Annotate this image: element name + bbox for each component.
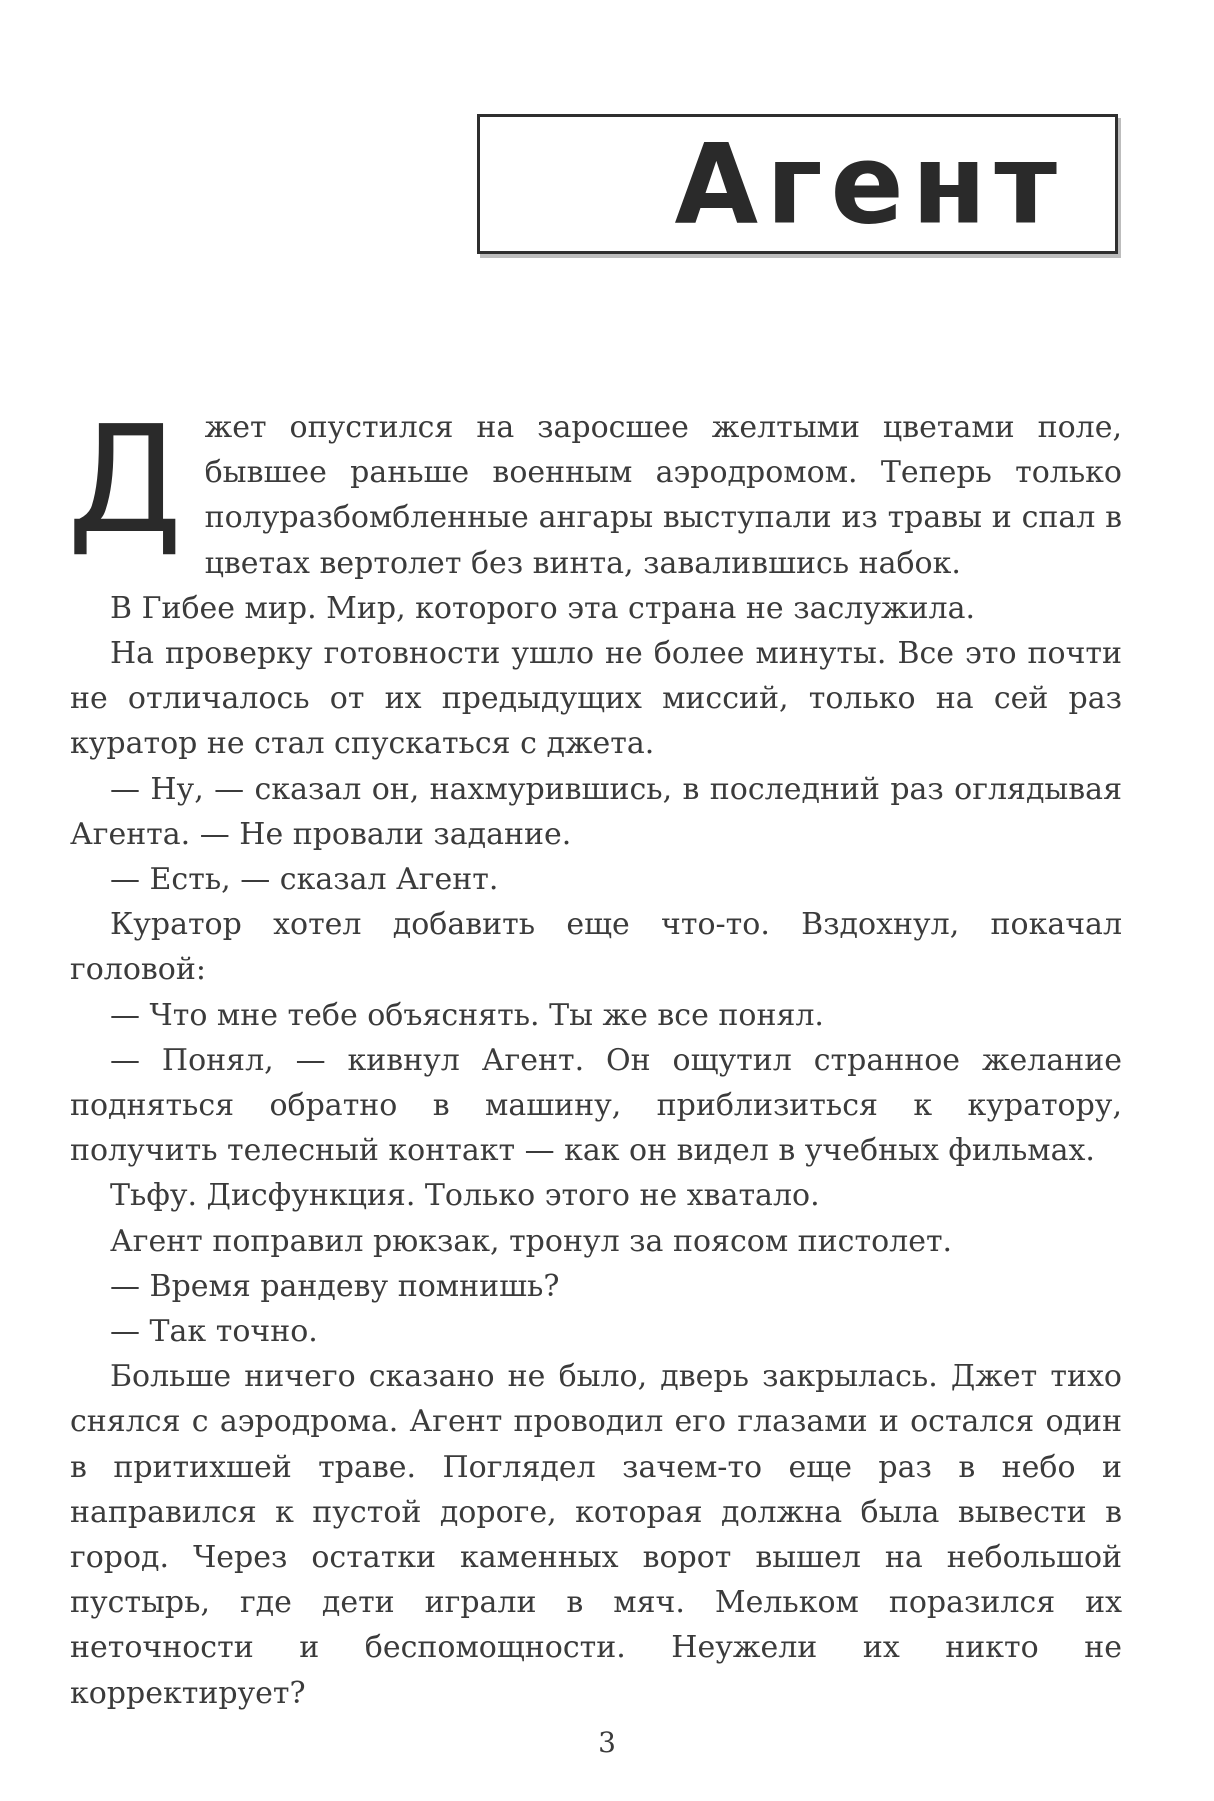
dialogue-line: — Так точно. [110,1314,318,1350]
paragraph: Тьфу. Дисфункция. Только этого не хватало. [110,1178,820,1214]
dialogue-line: — Что мне тебе объяснять. Ты же все понял. [110,997,824,1033]
dialogue-line: — Ну, — сказал он, нахмурившись, в последний раз оглядывая Агента. — Не провали задание. [70,771,1122,852]
dialogue-line: — Есть, — сказал Агент. [110,862,499,898]
page-number: 3 [598,1726,616,1759]
paragraph: Агент поправил рюкзак, тронул за поясом пистолет. [110,1223,953,1259]
drop-cap: Д [67,394,183,566]
chapter-body [67,394,1122,1716]
paragraph-1-text: жет опустился на заросшее желтыми цветами поле, бывшее раньше военным аэродромом. Теперь только полуразбомбленные ангары выступали из травы и спал в цветах вертолет без винта, завалившись набок. [204,410,1122,581]
chapter-title-frame [477,114,1118,254]
paragraph: На проверку готовности ушло не более минуты. Все это почти не отличалось от их предыдущих миссий, только на сей раз куратор не стал спускаться с джета. [70,636,1122,762]
paragraph: В Гибее мир. Мир, которого эта страна не заслужила. [110,590,976,626]
dialogue-line: — Время рандеву помнишь? [110,1268,560,1304]
paragraph-1 [67,394,1122,586]
dialogue-line: — Понял, — кивнул Агент. Он ощутил странное желание подняться обратно в машину, приблизиться к куратору, получить телесный контакт — как он видел в учебных фильмах. [70,1042,1122,1169]
paragraph: Больше ничего сказано не было, дверь закрылась. Джет тихо снялся с аэродрома. Агент проводил его глазами и остался один в притихшей траве. Поглядел зачем-то еще раз в небо и направился к пустой дороге, которая должна была вывести в город. Через остатки каменных ворот вышел на небольшой пустырь, где дети играли в мяч. Мельком поразился их неточности и беспомощности. Неужели их никто не корректирует? [70,1359,1122,1711]
paragraph: Куратор хотел добавить еще что-то. Вздохнул, покачал головой: [70,907,1122,988]
chapter-title: Агент [674,121,1065,250]
